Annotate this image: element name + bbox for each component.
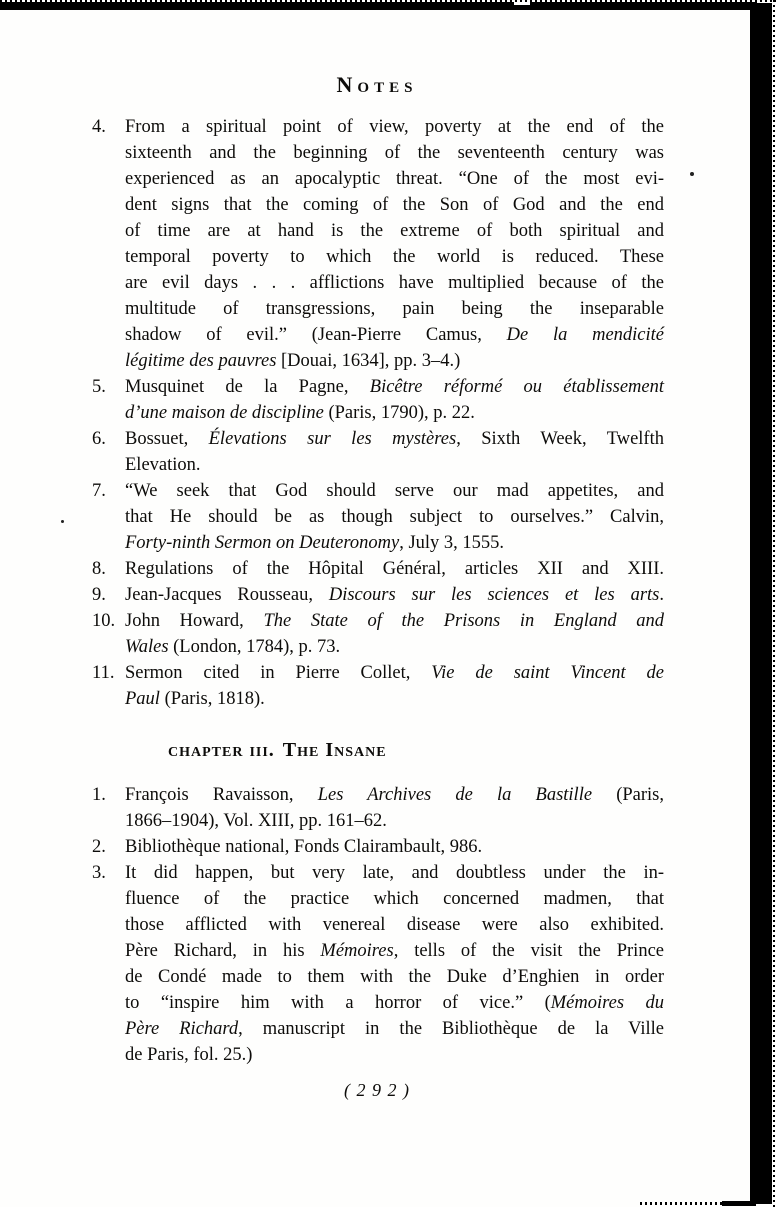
note-text (125, 426, 664, 478)
note-line (125, 374, 664, 400)
note-line (125, 322, 664, 348)
text-segment: , manuscript in the Bibliothèque de la Ville (238, 1019, 665, 1039)
text-segment: (Paris, (592, 785, 664, 805)
text-segment: shadow of evil.” (Jean-Pierre Camus, (125, 325, 507, 345)
note-text (125, 582, 664, 608)
text-segment: (Paris, 1818). (159, 689, 265, 709)
text-segment: Mémoires (320, 941, 394, 961)
scan-edge-bottom-dash (722, 1201, 756, 1206)
text-segment: 1866–1904), Vol. XIII, pp. 161–62. (125, 811, 387, 831)
scan-edge-bottom-dots (640, 1202, 724, 1205)
text-segment: It did happen, but very late, and doubtless under the in- (125, 863, 664, 883)
note-line (125, 834, 664, 860)
note-line (125, 504, 664, 530)
note-number: 11. (92, 663, 115, 683)
text-segment: of time are at hand is the extreme of both spiritual and (125, 221, 664, 241)
note-item (90, 374, 664, 426)
text-segment: Les Archives de la Bastille (317, 785, 593, 805)
note-item (90, 556, 664, 582)
note-line (125, 426, 664, 452)
note-line (125, 296, 664, 322)
text-segment: Vie de saint Vincent de (431, 663, 664, 683)
text-segment: d’une maison de discipline (125, 403, 324, 423)
note-item (90, 834, 664, 860)
note-text (125, 834, 664, 860)
note-line (125, 478, 664, 504)
note-number: 3. (92, 863, 106, 883)
note-line (125, 270, 664, 296)
text-segment: Elevation. (125, 455, 201, 475)
note-number: 6. (92, 429, 106, 449)
note-list (90, 782, 664, 1068)
text-segment: Musquinet de la Pagne, (125, 377, 370, 397)
note-line (125, 114, 664, 140)
note-line (125, 140, 664, 166)
note-item (90, 114, 664, 374)
note-text (125, 782, 664, 834)
text-segment: François Ravaisson, (125, 785, 318, 805)
note-line (125, 990, 664, 1016)
note-line (125, 348, 664, 374)
note-number: 5. (92, 377, 106, 397)
notes-list (90, 114, 664, 1068)
note-line (125, 686, 664, 712)
section-heading-prefix: chapter iii. (168, 739, 275, 761)
text-segment: . (659, 585, 664, 605)
note-number: 4. (92, 117, 106, 137)
text-segment: Forty-ninth Sermon on Deuteronomy (125, 533, 400, 553)
note-line (125, 400, 664, 426)
text-segment: temporal poverty to which the world is reduced. These (125, 247, 664, 267)
scan-edge-top-bar (0, 2, 757, 10)
note-line (125, 452, 664, 478)
text-segment: , July 3, 1555. (399, 533, 505, 553)
scan-edge-right-bar (750, 3, 772, 1204)
note-item (90, 660, 664, 712)
note-item (90, 782, 664, 834)
note-text (125, 860, 664, 1068)
scan-edge-top-bar-gap (514, 2, 530, 5)
note-line (125, 886, 664, 912)
text-segment: Père Richard (125, 1019, 239, 1039)
text-segment: John Howard, (125, 611, 264, 631)
scan-edge-right-dots (773, 0, 775, 1207)
text-segment: are evil days . . . afflictions have multiplied because of the (125, 273, 664, 293)
text-segment: multitude of transgressions, pain being the inseparable (125, 299, 664, 319)
note-number: 9. (92, 585, 106, 605)
section-heading (168, 737, 664, 763)
scan-speck (61, 520, 64, 523)
note-text (125, 556, 664, 582)
note-line (125, 192, 664, 218)
text-segment: Paul (125, 689, 160, 709)
note-line (125, 964, 664, 990)
text-segment: de Paris, fol. 25.) (125, 1045, 253, 1065)
note-text (125, 478, 664, 556)
text-segment: fluence of the practice which concerned madmen, that (125, 889, 664, 909)
note-line (125, 556, 664, 582)
text-segment: sixteenth and the beginning of the seventeenth century was (125, 143, 664, 163)
note-line (125, 218, 664, 244)
note-list (90, 114, 664, 712)
text-segment: De la mendicité (506, 325, 665, 345)
text-segment: Élevations sur les mystères (208, 429, 457, 449)
note-item (90, 582, 664, 608)
text-segment: Père Richard, in his (125, 941, 321, 961)
note-line (125, 1042, 664, 1068)
note-line (125, 608, 664, 634)
text-segment: Bicêtre réformé ou établissement (369, 377, 664, 397)
note-text (125, 660, 664, 712)
note-line (125, 860, 664, 886)
text-segment: to “inspire him with a horror of vice.” ( (125, 993, 551, 1013)
text-segment: (London, 1784), p. 73. (168, 637, 341, 657)
text-segment: Jean-Jacques Rousseau, (125, 585, 329, 605)
note-text (125, 374, 664, 426)
text-segment: Discours sur les sciences et les arts (328, 585, 660, 605)
note-line (125, 912, 664, 938)
note-line (125, 1016, 664, 1042)
note-line (125, 582, 664, 608)
text-segment: those afflicted with venereal disease were also exhibited. (125, 915, 664, 935)
text-segment: Mémoires du (550, 993, 664, 1013)
scan-speck (690, 172, 694, 176)
text-segment: Regulations of the Hôpital Général, articles XII and XIII. (125, 559, 664, 579)
note-number: 7. (92, 481, 106, 501)
text-segment: Wales (125, 637, 169, 657)
note-number: 2. (92, 837, 106, 857)
text-segment: de Condé made to them with the Duke d’Enghien in order (125, 967, 664, 987)
text-segment: légitime des pauvres (125, 351, 277, 371)
note-line (125, 634, 664, 660)
note-line (125, 166, 664, 192)
text-segment: From a spiritual point of view, poverty at the end of the (125, 117, 664, 137)
note-line (125, 938, 664, 964)
page-title: Notes (336, 72, 418, 97)
note-text (125, 608, 664, 660)
text-segment: Bossuet, (125, 429, 209, 449)
text-segment: dent signs that the coming of the Son of God and the end (125, 195, 664, 215)
text-segment: (Paris, 1790), p. 22. (323, 403, 475, 423)
note-number: 10. (92, 611, 116, 631)
note-line (125, 244, 664, 270)
page-number: ( 2 9 2 ) (344, 1080, 410, 1100)
text-segment: , tells of the visit the Prince (393, 941, 664, 961)
note-number: 8. (92, 559, 106, 579)
note-item (90, 608, 664, 660)
note-text (125, 114, 664, 374)
note-item (90, 478, 664, 556)
text-segment: , Sixth Week, Twelfth (456, 429, 664, 449)
note-line (125, 660, 664, 686)
text-segment: Sermon cited in Pierre Collet, (125, 663, 432, 683)
note-line (125, 530, 664, 556)
text-segment: The State of the Prisons in England and (263, 611, 664, 631)
section-heading-title: The Insane (282, 739, 387, 761)
note-number: 1. (92, 785, 106, 805)
note-line (125, 808, 664, 834)
text-segment: Bibliothèque national, Fonds Clairambault, 986. (125, 837, 483, 857)
text-segment: “We seek that God should serve our mad appetites, and (125, 481, 664, 501)
note-item (90, 860, 664, 1068)
note-item (90, 426, 664, 478)
note-line (125, 782, 664, 808)
text-segment: experienced as an apocalyptic threat. “One of the most evi- (125, 169, 664, 189)
text-segment: that He should be as though subject to ourselves.” Calvin, (125, 507, 664, 527)
text-segment: [Douai, 1634], pp. 3–4.) (276, 351, 461, 371)
